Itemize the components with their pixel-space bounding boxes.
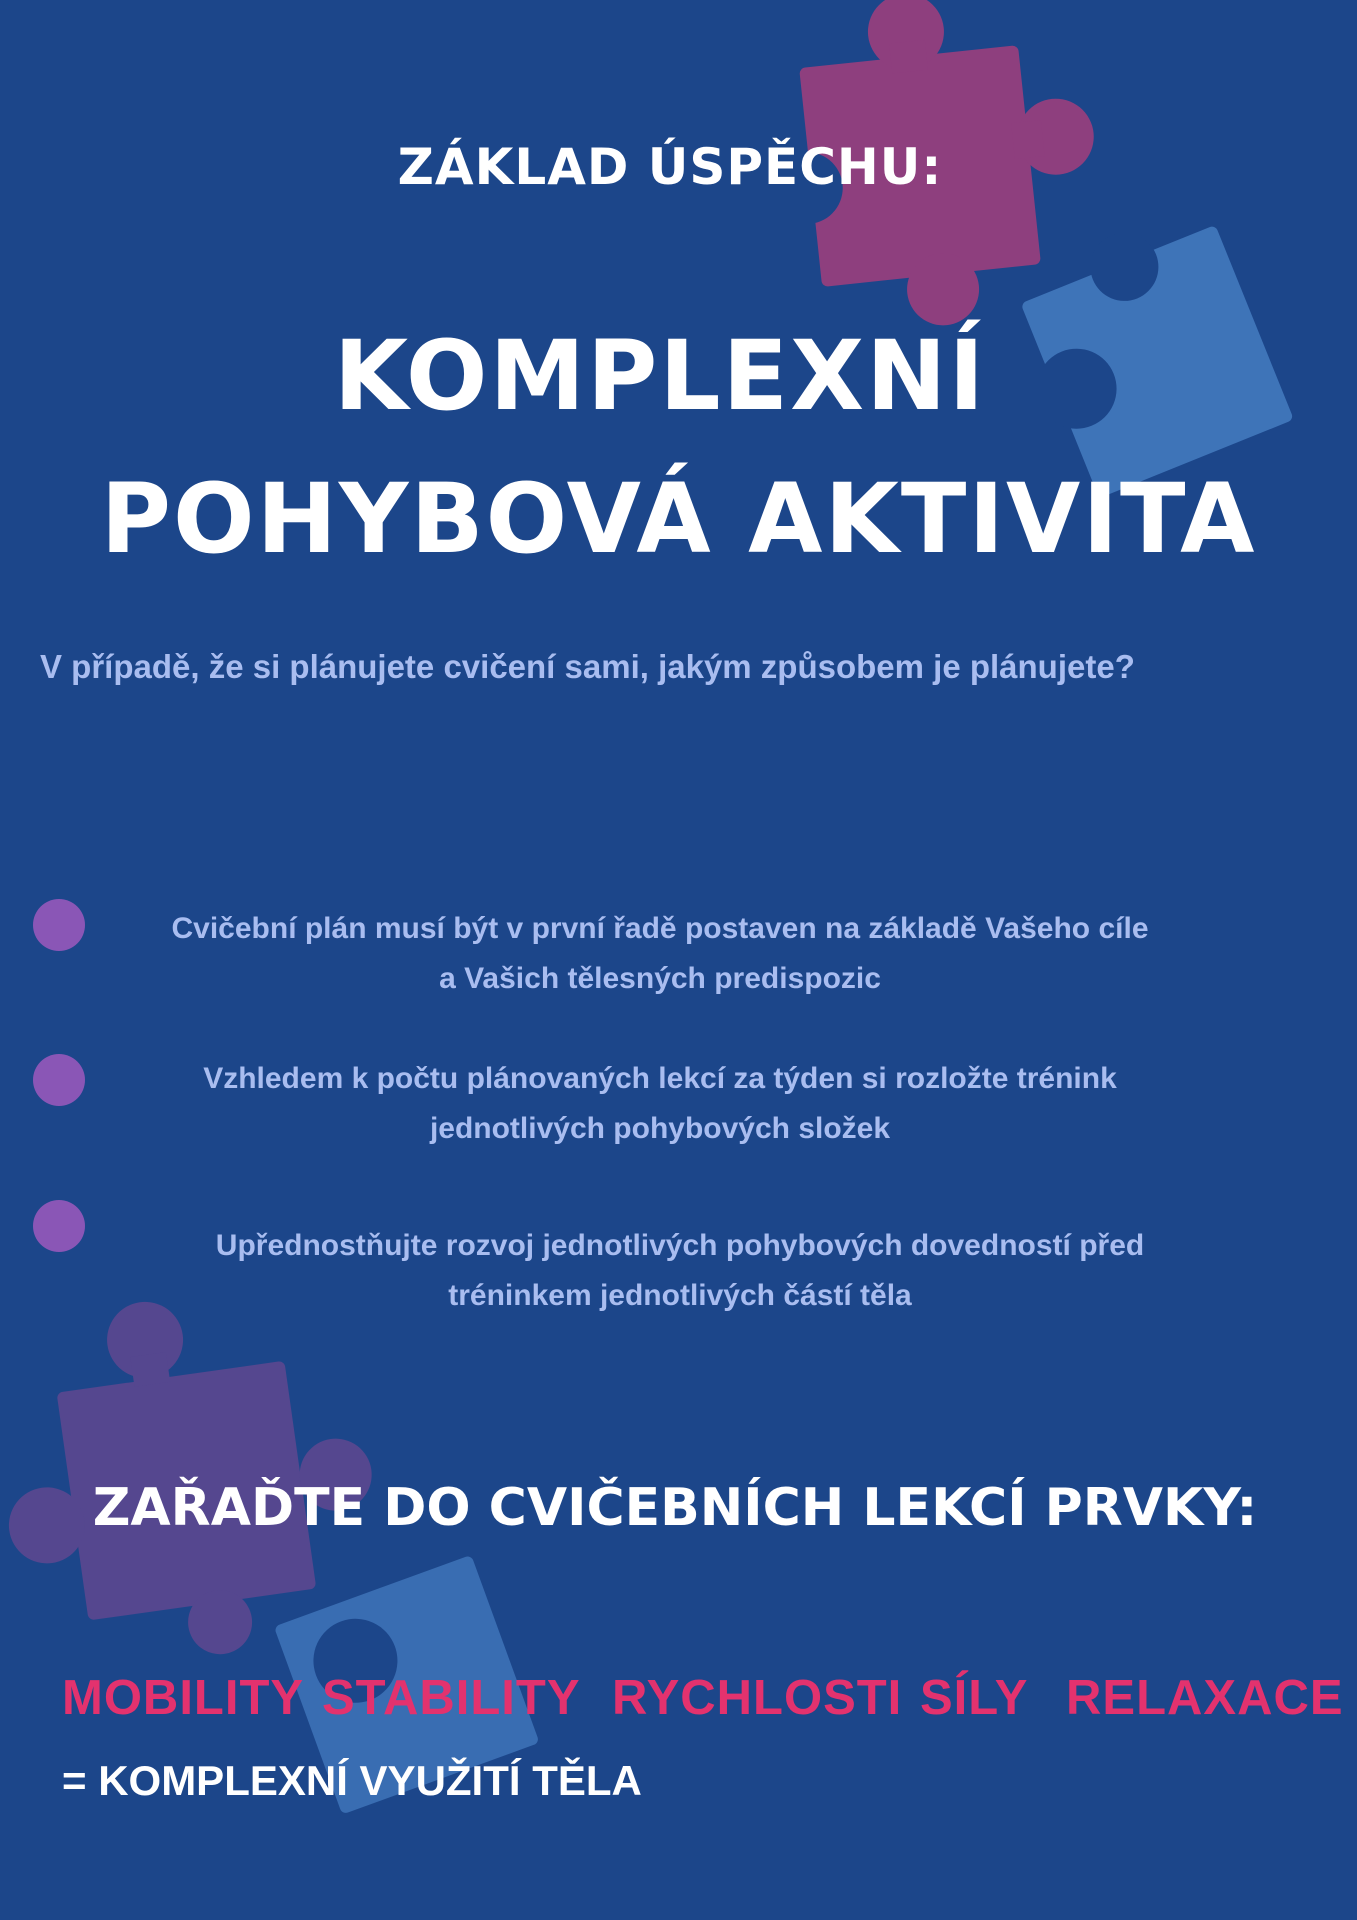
bullet-1-line-2: a Vašich tělesných predispozic [439,962,881,995]
bullet-dot-icon [33,899,85,951]
bullet-dot-icon [33,1054,85,1106]
element-rychlosti: RYCHLOSTI [612,1671,903,1725]
section-heading: ZAŘAĎTE DO CVIČEBNÍCH LEKCÍ PRVKY: [92,1478,1258,1538]
bullet-3-line-1: Upřednostňujte rozvoj jednotlivých pohybových dovedností před [215,1229,1145,1262]
title-line-2: POHYBOVÁ AKTIVITA [100,463,1257,575]
element-stability: STABILITY [322,1671,581,1725]
bullet-1-line-1: Cvičební plán musí být v první řadě postaven na základě Vašeho cíle [171,912,1149,945]
list-item [90,904,1230,1004]
list-item [110,1221,1250,1321]
bullet-3-line-2: tréninkem jednotlivých částí těla [448,1279,912,1312]
element-relaxace: RELAXACE [1066,1671,1344,1725]
bullet-dot-icon [33,1200,85,1252]
bullet-2-line-1: Vzhledem k počtu plánovaných lekcí za týden si rozložte trénink [203,1062,1117,1095]
question-text: V případě, že si plánujete cvičení sami, jakým způsobem je plánujete? [40,648,1135,685]
title-line-1: KOMPLEXNÍ [333,320,987,432]
result-text: = KOMPLEXNÍ VYUŽITÍ TĚLA [62,1757,642,1804]
element-mobility: MOBILITY [62,1671,305,1725]
element-sily: SÍLY [920,1671,1029,1725]
subtitle: ZÁKLAD ÚSPĚCHU: [397,138,943,196]
bullet-2-line-2: jednotlivých pohybových složek [429,1112,891,1145]
list-item [90,1054,1230,1154]
